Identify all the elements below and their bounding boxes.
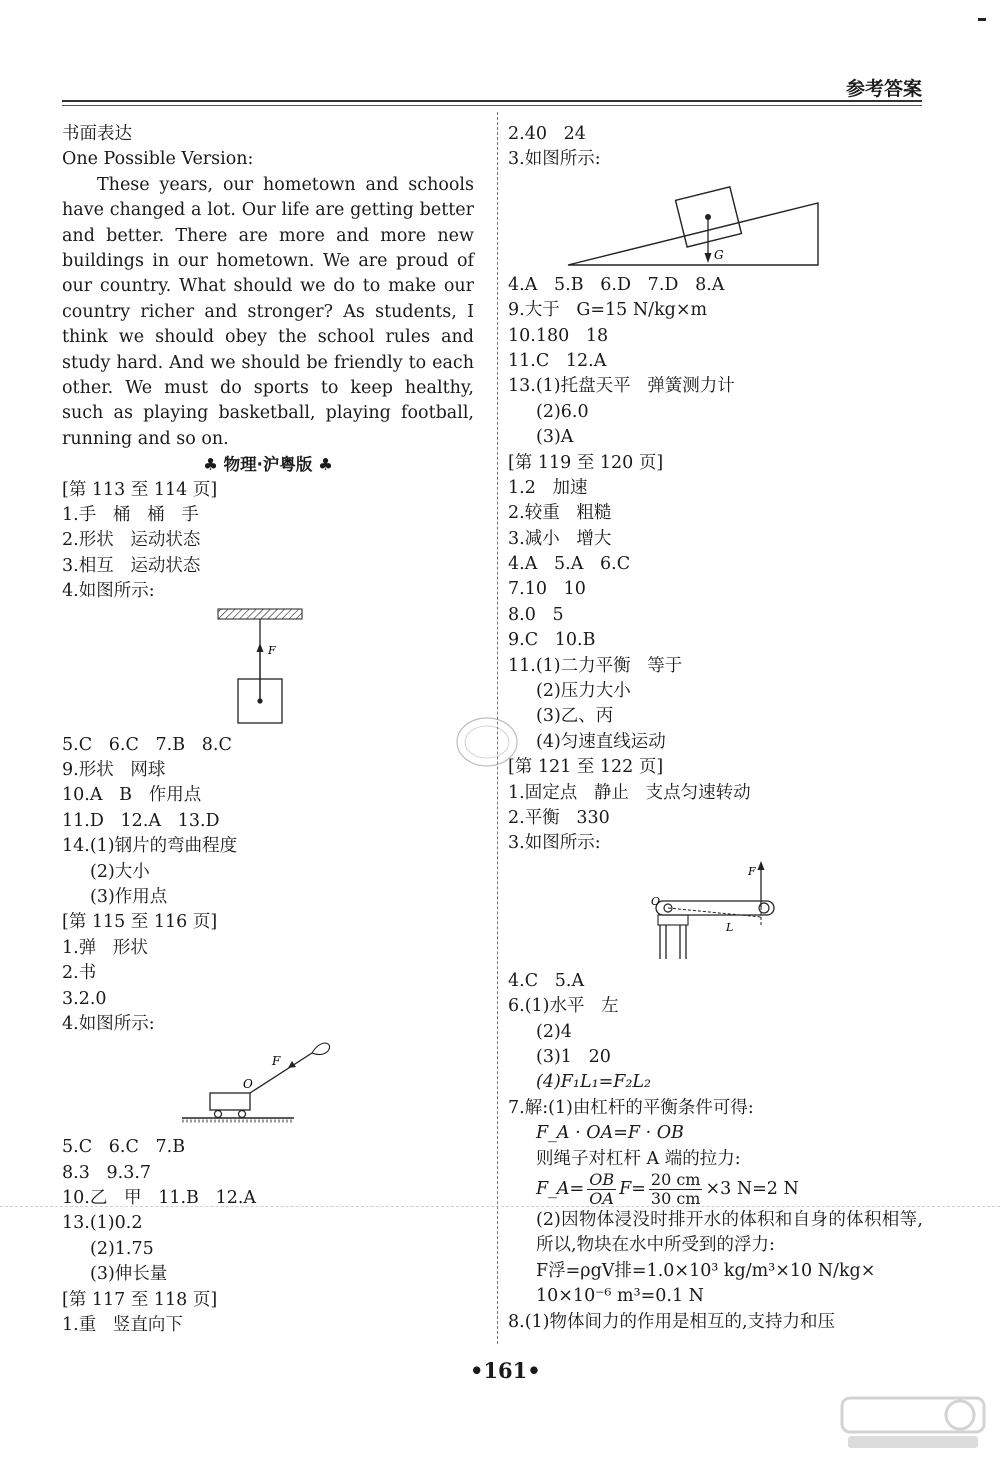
- page-range: [第 119 至 120 页]: [508, 452, 664, 473]
- essay-version: One Possible Version:: [62, 149, 254, 170]
- answer-line: 11.D 12.A 13.D: [62, 810, 220, 831]
- faded-stamp: [452, 712, 522, 772]
- page-header-title: 参考答案: [845, 78, 922, 100]
- answer-line: 5.C 6.C 7.B: [62, 1137, 186, 1158]
- header-rule: [62, 100, 922, 102]
- buoyancy-equation: F浮=ρgV排=1.0×10³ kg/m³×10 N/kg×: [536, 1261, 876, 1282]
- cart-pull-figure: [62, 1037, 474, 1135]
- answer-line: 10.A B 作用点: [62, 785, 202, 806]
- answer-line: 1.手 桶 桶 手: [62, 505, 199, 526]
- answer-line: 4.如图所示:: [62, 1013, 155, 1034]
- answer-line: 3.相互 运动状态: [62, 555, 201, 576]
- answer-paragraph: (2)因物体浸没时排开水的体积和自身的体积相等,所以,物块在水中所受到的浮力:: [536, 1209, 923, 1256]
- watermark-logo: [838, 1392, 988, 1454]
- answer-line: 8.3 9.3.7: [62, 1162, 152, 1183]
- answer-line: 4.A 5.A 6.C: [508, 554, 631, 575]
- fraction-numerator: OB: [589, 1170, 615, 1190]
- eq-mid: F=: [619, 1179, 646, 1200]
- lever-figure: [508, 857, 923, 969]
- answer-line: 1.重 竖直向下: [62, 1315, 183, 1336]
- answer-subline: (3)1 20: [536, 1046, 611, 1067]
- answer-line: 6.(1)水平 左: [508, 996, 619, 1017]
- answer-line: 2.形状 运动状态: [62, 530, 201, 551]
- answer-line: 8.(1)物体间力的作用是相互的,支持力和压: [508, 1311, 836, 1332]
- answer-line: 1.2 加速: [508, 477, 588, 498]
- eq-rhs: ×3 N=2 N: [705, 1179, 799, 1200]
- section-title: ♣ 物理·沪粤版 ♣: [203, 455, 333, 475]
- answer-line: 10.180 18: [508, 325, 609, 346]
- answer-line: 5.C 6.C 7.B 8.C: [62, 734, 232, 755]
- fraction-ob-oa: [587, 1172, 616, 1207]
- answer-line: 7.10 10: [508, 579, 586, 600]
- arm-label: L: [726, 920, 734, 934]
- answer-line: 3.如图所示:: [508, 149, 601, 170]
- header-rule-thin: [62, 105, 922, 106]
- page-range: [第 115 至 116 页]: [62, 912, 218, 933]
- answer-line: 2.40 24: [508, 124, 586, 144]
- answer-line: 13.(1)托盘天平 弹簧测力计: [508, 376, 735, 397]
- scan-artifact-line: [0, 1206, 1000, 1207]
- answer-line: 4.C 5.A: [508, 970, 585, 991]
- answer-line: 3.2.0: [62, 988, 107, 1009]
- hanging-bucket-figure: [62, 605, 474, 733]
- page-number: •161•: [470, 1358, 541, 1383]
- buoyancy-equation: 10×10⁻⁶ m³=0.1 N: [536, 1286, 704, 1307]
- eq-lhs: F_A=: [536, 1179, 585, 1200]
- force-label: F: [748, 864, 756, 878]
- answer-line: 2.较重 粗糙: [508, 503, 612, 524]
- answer-subline: (2)大小: [90, 861, 150, 882]
- page-range: [第 113 至 114 页]: [62, 479, 218, 500]
- answer-line: 4.如图所示:: [62, 581, 155, 602]
- answer-subline: (2)6.0: [536, 401, 589, 422]
- force-label: F: [272, 1054, 281, 1069]
- page-range: [第 121 至 122 页]: [508, 757, 664, 778]
- answer-line: 11.(1)二力平衡 等于: [508, 655, 683, 676]
- answer-line: 7.解:(1)由杠杆的平衡条件可得:: [508, 1097, 754, 1118]
- answer-line: 10.乙 甲 11.B 12.A: [62, 1188, 257, 1209]
- answer-line: 9.形状 网球: [62, 759, 166, 780]
- answer-line: 14.(1)钢片的弯曲程度: [62, 836, 238, 857]
- essay-heading: 书面表达: [62, 124, 132, 144]
- origin-label: O: [243, 1077, 253, 1092]
- answer-subline: (3)A: [536, 427, 574, 448]
- answer-line: 9.大于 G=15 N/kg×m: [508, 300, 708, 321]
- right-column: [508, 122, 923, 1335]
- answer-subline: (3)乙、丙: [536, 706, 614, 727]
- answer-line: 9.C 10.B: [508, 630, 596, 651]
- answer-subline: (2)1.75: [90, 1238, 154, 1259]
- fraction-denominator: 30 cm: [650, 1189, 701, 1209]
- left-column: [62, 122, 474, 1338]
- answer-line: 1.固定点 静止 支点匀速转动: [508, 782, 751, 803]
- page-range: [第 117 至 118 页]: [62, 1289, 218, 1310]
- answer-subline: (4)匀速直线运动: [536, 731, 666, 752]
- answer-line: 4.A 5.B 6.D 7.D 8.A: [508, 274, 725, 295]
- answer-subline: (4)F₁L₁=F₂L₂: [536, 1072, 652, 1093]
- answer-line: 2.平衡 330: [508, 807, 610, 828]
- answer-subline: F_A · OA=F · OB: [536, 1123, 684, 1144]
- answer-subline: (3)作用点: [90, 886, 168, 907]
- answer-line: 8.0 5: [508, 604, 564, 625]
- answer-subline: 则绳子对杠杆 A 端的拉力:: [536, 1148, 741, 1169]
- corner-mark: [978, 18, 986, 21]
- essay-body: These years, our hometown and schools have changed a lot. Our life are getting better and better. There are more and more new buildings in our hometown. We are proud of our country. What should we do to make our country richer and stronger? As students, I think we should obey the school rules and study hard. And we should be friendly to each other. We must do sports to keep healthy, such as playing basketball, playing football, running and so on.: [62, 174, 474, 449]
- answer-subline: (2)4: [536, 1021, 572, 1042]
- force-label: F: [268, 643, 276, 657]
- gravity-label: G: [714, 247, 724, 262]
- answer-line: 3.如图所示:: [508, 833, 601, 854]
- answer-line: 3.减小 增大: [508, 528, 612, 549]
- answer-subline: (2)压力大小: [536, 681, 631, 702]
- pivot-label: O: [651, 894, 661, 908]
- answer-line: 1.弹 形状: [62, 937, 148, 958]
- answer-subline: (3)伸长量: [90, 1264, 168, 1285]
- answer-line: 13.(1)0.2: [62, 1213, 143, 1234]
- answer-line: 11.C 12.A: [508, 350, 607, 371]
- fraction-denominator: OA: [589, 1189, 614, 1209]
- incline-figure: [508, 173, 923, 273]
- fraction-lengths: [649, 1172, 703, 1207]
- fraction-numerator: 20 cm: [650, 1170, 701, 1190]
- lever-equation: [508, 1172, 923, 1208]
- answer-line: 2.书: [62, 963, 97, 984]
